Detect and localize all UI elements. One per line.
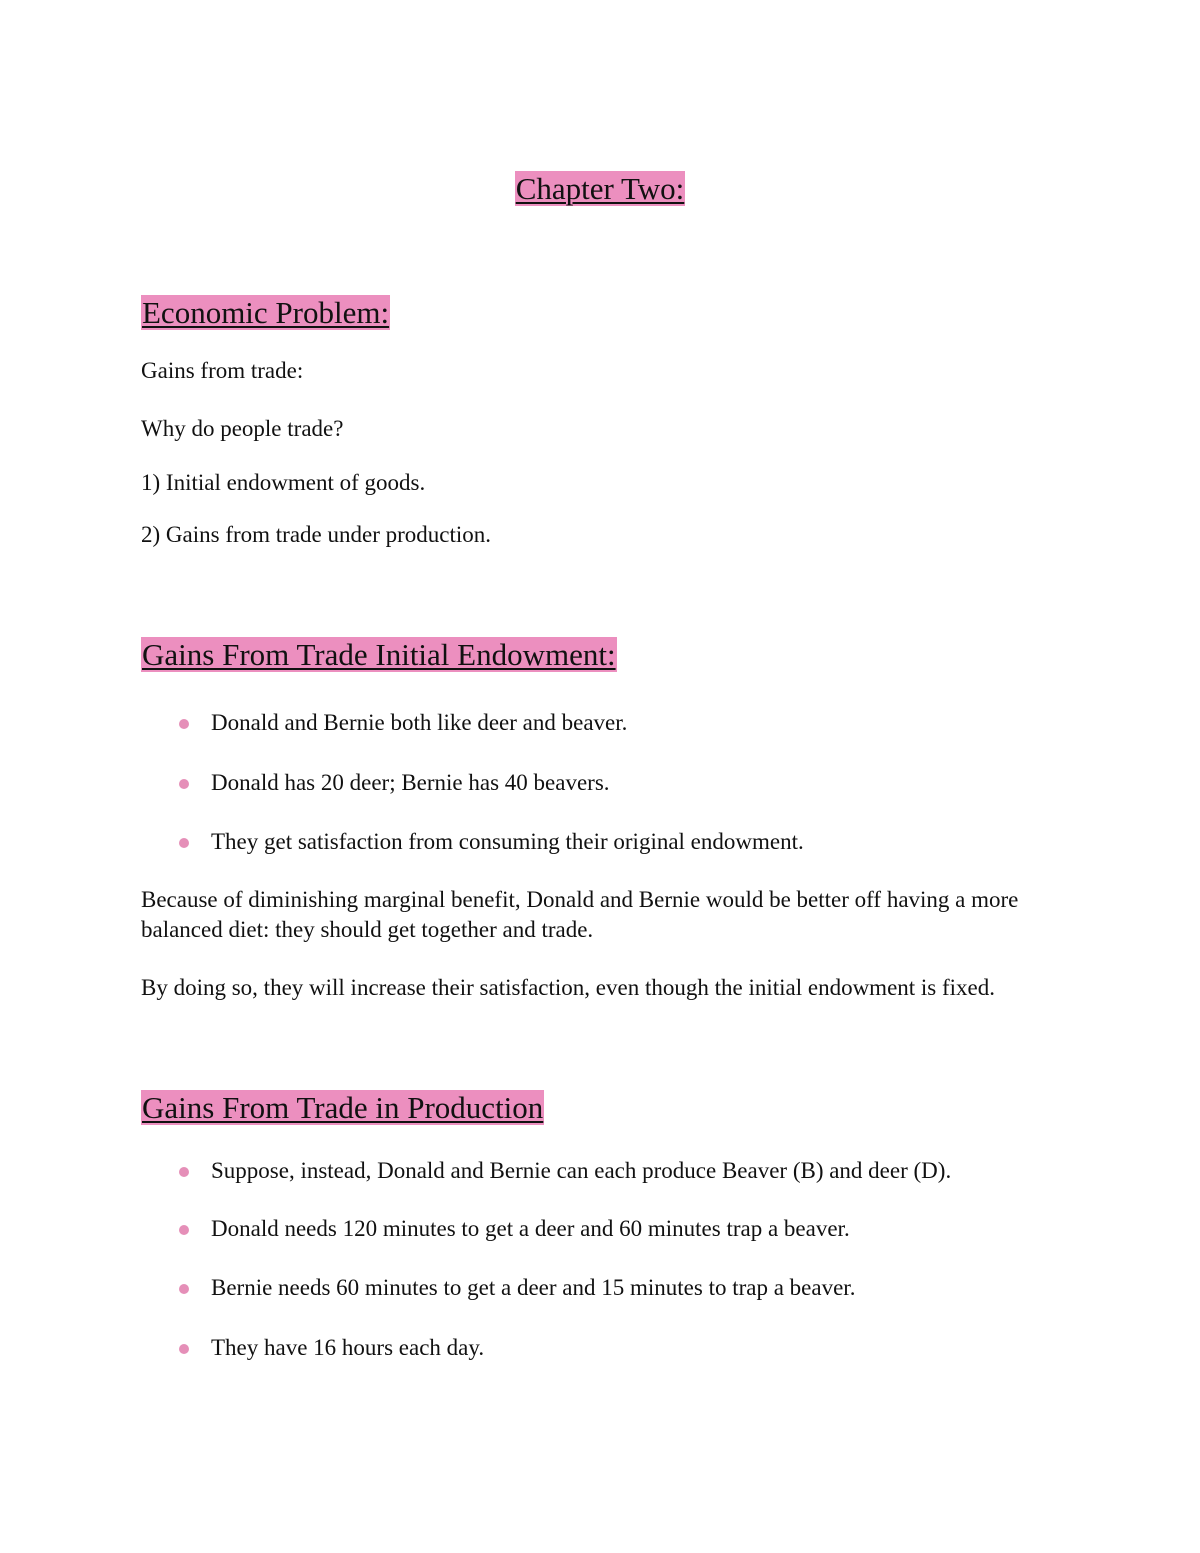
numbered-line: 2) Gains from trade under production.	[141, 522, 492, 547]
chapter-title-text: Chapter Two:	[515, 171, 685, 206]
text-line: Gains from trade:	[141, 358, 304, 383]
list-item-text: They have 16 hours each day.	[211, 1335, 485, 1360]
section-heading-production	[141, 1089, 544, 1127]
list-item-text: Donald and Bernie both like deer and beaver.	[211, 710, 628, 735]
list-item	[141, 1214, 1071, 1244]
section-heading-text: Gains From Trade Initial Endowment:	[142, 637, 616, 672]
numbered-line: 1) Initial endowment of goods.	[141, 470, 426, 495]
section-heading-initial-endowment	[141, 636, 617, 674]
text-line: Why do people trade?	[141, 416, 344, 441]
bullet-icon	[179, 1284, 189, 1294]
list-item-text: Donald needs 120 minutes to get a deer and 60 minutes trap a beaver.	[211, 1216, 850, 1241]
list-item	[141, 768, 1071, 798]
list-item	[141, 708, 1071, 738]
paragraph: By doing so, they will increase their satisfaction, even though the initial endowment is fixed.	[141, 975, 996, 1000]
section-heading-economic-problem	[141, 294, 390, 332]
list-item-text: Bernie needs 60 minutes to get a deer and 15 minutes to trap a beaver.	[211, 1275, 856, 1300]
list-item-text: Suppose, instead, Donald and Bernie can each produce Beaver (B) and deer (D).	[211, 1158, 952, 1183]
bullet-icon	[179, 1344, 189, 1354]
list-item-text: They get satisfaction from consuming their original endowment.	[211, 829, 804, 854]
bullet-icon	[179, 1225, 189, 1235]
chapter-title	[0, 170, 1200, 208]
section-heading-text: Gains From Trade in Production	[142, 1090, 544, 1125]
bullet-icon	[179, 838, 189, 848]
list-item	[141, 1156, 1071, 1186]
list-item-text: Donald has 20 deer; Bernie has 40 beavers.	[211, 770, 610, 795]
bullet-icon	[179, 719, 189, 729]
list-item	[141, 1333, 1071, 1363]
bullet-icon	[179, 779, 189, 789]
list-item	[141, 827, 1071, 857]
bullet-icon	[179, 1167, 189, 1177]
section-heading-text: Economic Problem:	[142, 295, 390, 330]
list-item	[141, 1273, 1071, 1303]
paragraph: Because of diminishing marginal benefit, Donald and Bernie would be better off having a more balanced diet: they should get together and trade.	[141, 887, 1019, 942]
